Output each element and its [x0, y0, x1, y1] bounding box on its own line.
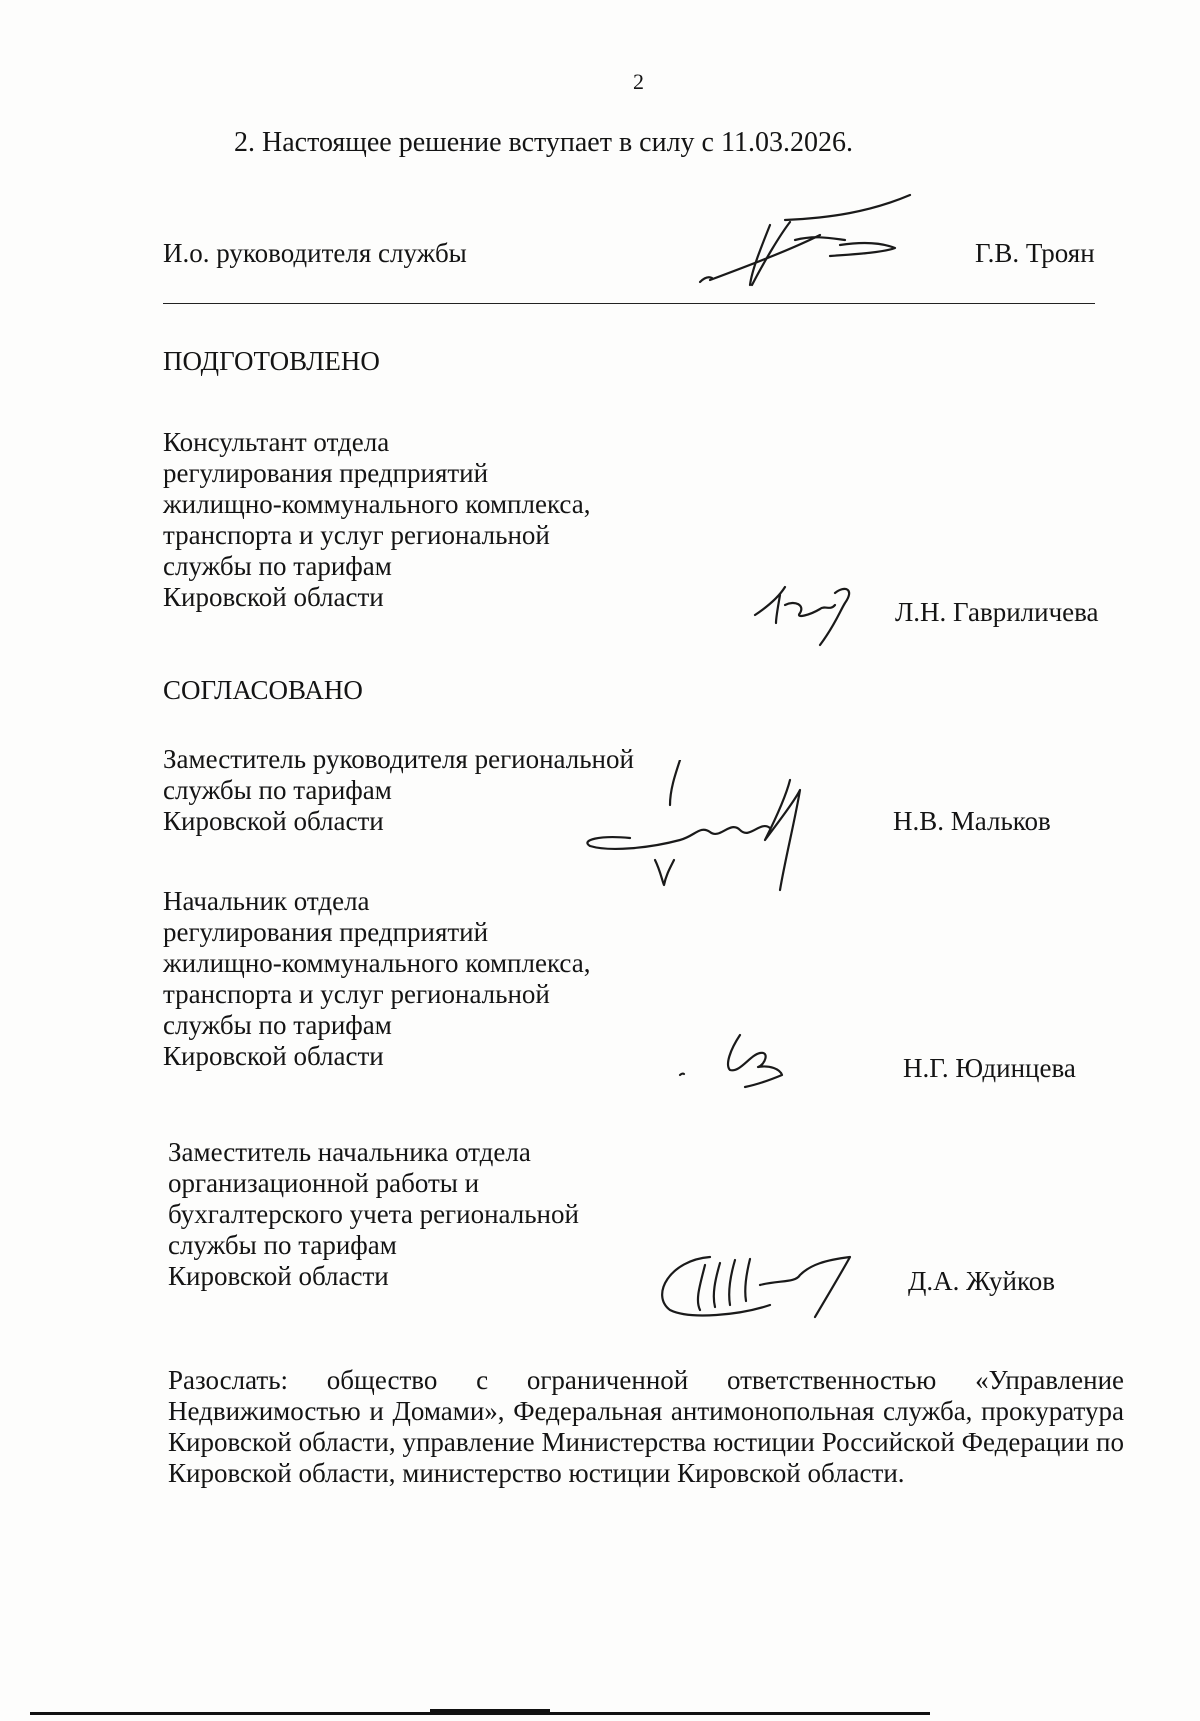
- position-line: службы по тарифам: [163, 1010, 392, 1040]
- head-name: Г.В. Троян: [975, 238, 1095, 268]
- position-line: регулирования предприятий: [163, 917, 489, 947]
- separator-line: [163, 303, 1095, 304]
- signature-malkov-icon: [570, 760, 850, 900]
- agreed-heading: СОГЛАСОВАНО: [163, 675, 363, 705]
- position-line: Кировской области: [168, 1261, 389, 1291]
- agreed-signer-3-name: Д.А. Жуйков: [908, 1266, 1055, 1296]
- page-number: 2: [633, 69, 644, 94]
- agreed-signer-2-name: Н.Г. Юдинцева: [903, 1053, 1076, 1083]
- position-line: жилищно-коммунального комплекса,: [163, 948, 591, 978]
- prepared-position: [163, 427, 590, 613]
- position-line: Заместитель начальника отдела: [168, 1137, 531, 1167]
- position-line: бухгалтерского учета региональной: [168, 1199, 579, 1229]
- prepared-name: Л.Н. Гавриличева: [895, 597, 1099, 627]
- agreed-signer-1-name: Н.В. Мальков: [893, 806, 1051, 836]
- prepared-heading: ПОДГОТОВЛЕНО: [163, 346, 380, 376]
- agreed-signer-1-position: [163, 744, 634, 837]
- position-line: Консультант отдела: [163, 427, 390, 457]
- position-line: службы по тарифам: [168, 1230, 397, 1260]
- signature-yudintseva-icon: [670, 1025, 810, 1095]
- position-line: Кировской области: [163, 1041, 384, 1071]
- agreed-signer-3-position: [168, 1137, 579, 1292]
- position-line: Кировской области: [163, 806, 384, 836]
- signature-zhuykov-icon: [650, 1245, 880, 1325]
- position-line: службы по тарифам: [163, 775, 392, 805]
- position-line: регулирования предприятий: [163, 458, 489, 488]
- position-line: Начальник отдела: [163, 886, 370, 916]
- position-line: Заместитель руководителя региональной: [163, 744, 634, 774]
- head-position: И.о. руководителя службы: [163, 238, 467, 268]
- scan-edge-mark: [430, 1709, 550, 1715]
- effective-date-clause: 2. Настоящее решение вступает в силу с 11.03.2026.: [234, 127, 853, 158]
- agreed-signer-2-position: [163, 886, 590, 1072]
- position-line: жилищно-коммунального комплекса,: [163, 489, 591, 519]
- position-line: транспорта и услуг региональной: [163, 520, 550, 550]
- position-line: Кировской области: [163, 582, 384, 612]
- position-line: службы по тарифам: [163, 551, 392, 581]
- distribution-list: Разослать: общество с ограниченной ответственностью «Управление Недвижимостью и Домами», Федеральная антимонопольная служба, прокуратура Кировской области, управление Министерства юстиции Российской Федерации по Кировской области, министерство юстиции Кировской области.: [168, 1365, 1124, 1488]
- signature-gavrilicheva-icon: [750, 575, 870, 650]
- signature-troyan-icon: [690, 190, 930, 295]
- position-line: транспорта и услуг региональной: [163, 979, 550, 1009]
- position-line: организационной работы и: [168, 1168, 480, 1198]
